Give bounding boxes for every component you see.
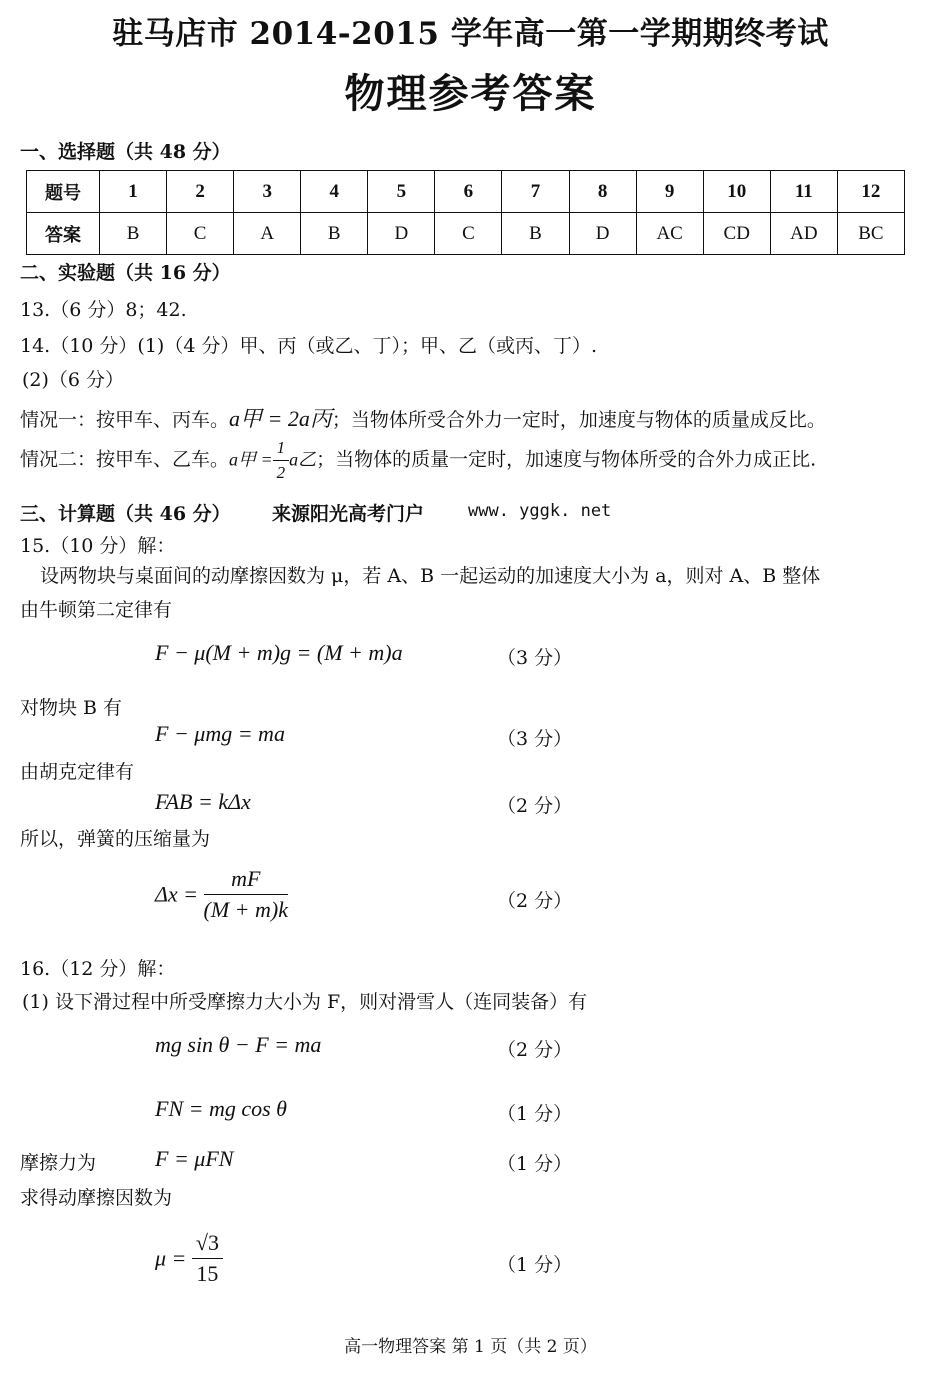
answer-cell: C: [167, 213, 234, 255]
question-number: 8: [569, 171, 636, 213]
source-label: 来源阳光高考门户: [272, 503, 425, 525]
section1-heading: 一、选择题（共 48 分）: [20, 141, 231, 163]
page-footer: 高一物理答案 第 1 页（共 2 页）: [344, 1337, 597, 1357]
row-label-number: 题号: [27, 171, 100, 213]
case2-prefix: 情况二：按甲车、乙车。: [20, 448, 230, 471]
answer-cell: BC: [837, 213, 904, 255]
exam-title: 驻马店市 2014-2015 学年高一第一学期期终考试: [112, 16, 829, 52]
answer-cell: B: [301, 213, 368, 255]
case1-prefix: 情况一：按甲车、丙车。: [20, 409, 230, 431]
score-eq4: （2 分）: [497, 890, 573, 912]
q13-answer: 13.（6 分）8；42.: [20, 299, 187, 321]
q14-part2: (2)（6 分）: [22, 369, 125, 391]
case2-lhs: a甲 =: [229, 449, 273, 470]
answer-cell: B: [502, 213, 569, 255]
answer-key-title: 物理参考答案: [344, 70, 597, 117]
question-number: 7: [502, 171, 569, 213]
q16-text-line1: (1) 设下滑过程中所受摩擦力大小为 F，则对滑雪人（连同装备）有: [22, 991, 588, 1013]
label-hooke: 由胡克定律有: [20, 761, 135, 783]
q16-heading: 16.（12 分）解：: [20, 958, 176, 980]
label-compression: 所以，弹簧的压缩量为: [20, 828, 211, 850]
score-eq5: （2 分）: [497, 1039, 573, 1061]
row-label-answer: 答案: [27, 213, 100, 255]
eq8-fraction: [192, 1230, 223, 1287]
question-number: 12: [837, 171, 904, 213]
question-number: 3: [234, 171, 301, 213]
eq8-numerator: √3: [192, 1230, 223, 1259]
case1-suffix: ；当物体所受合外力一定时，加速度与物体的质量成反比。: [331, 409, 826, 431]
equation-compression: [155, 866, 288, 923]
equation-friction: F = μFN: [155, 1146, 234, 1171]
answer-cell: AC: [636, 213, 703, 255]
case2-suffix: ；当物体的质量一定时，加速度与物体所受的合外力成正比.: [316, 448, 817, 471]
score-eq1: （3 分）: [497, 647, 573, 669]
equation-mu: [155, 1230, 223, 1287]
case1-formula: a甲 = 2a丙: [229, 406, 332, 431]
case2-numerator: 1: [273, 438, 290, 461]
answer-cell: A: [234, 213, 301, 255]
eq4-numerator: mF: [204, 866, 288, 895]
question-number: 1: [100, 171, 167, 213]
answer-cell: D: [569, 213, 636, 255]
eq8-denominator: 15: [196, 1261, 219, 1286]
q15-heading: 15.（10 分）解：: [20, 535, 176, 557]
answer-cell: C: [435, 213, 502, 255]
label-friction: 摩擦力为: [20, 1152, 97, 1174]
eq8-lhs: μ =: [155, 1245, 187, 1271]
q15-text-line1: 设两物块与桌面间的动摩擦因数为 μ，若 A、B 一起运动的加速度大小为 a，则对 A、B 整体: [40, 565, 821, 587]
eq4-denominator: (M + m)k: [203, 897, 289, 922]
score-eq7: （1 分）: [497, 1153, 573, 1175]
score-eq6: （1 分）: [497, 1103, 573, 1125]
case2-denominator: 2: [276, 463, 286, 482]
question-number: 10: [703, 171, 770, 213]
q14-answer: 14.（10 分）(1)（4 分）甲、丙（或乙、丁）；甲、乙（或丙、丁）.: [20, 335, 598, 357]
eq4-fraction: [204, 866, 288, 923]
score-eq2: （3 分）: [497, 728, 573, 750]
label-mu: 求得动摩擦因数为: [20, 1187, 173, 1209]
answer-cell: CD: [703, 213, 770, 255]
answer-cell: D: [368, 213, 435, 255]
eq4-lhs: Δx =: [155, 881, 199, 907]
answer-cell: B: [100, 213, 167, 255]
equation-incline: mg sin θ − F = ma: [155, 1032, 322, 1057]
answer-table: [26, 170, 905, 255]
equation-newton-whole: F − μ(M + m)g = (M + m)a: [155, 640, 403, 665]
question-number: 4: [301, 171, 368, 213]
equation-hooke: FAB = kΔx: [155, 789, 251, 814]
equation-normal-force: FN = mg cos θ: [155, 1096, 287, 1121]
label-block-b: 对物块 B 有: [20, 697, 123, 719]
case1-line: [20, 402, 826, 433]
score-eq3: （2 分）: [497, 795, 573, 817]
section3-heading: 三、计算题（共 46 分）: [20, 503, 231, 525]
table-row-numbers: [27, 171, 905, 213]
score-eq8: （1 分）: [497, 1254, 573, 1276]
section2-heading: 二、实验题（共 16 分）: [20, 262, 231, 284]
q15-text-line2: 由牛顿第二定律有: [20, 599, 173, 621]
question-number: 2: [167, 171, 234, 213]
answer-cell: AD: [770, 213, 837, 255]
source-url: www. yggk. net: [468, 501, 612, 521]
question-number: 5: [368, 171, 435, 213]
case2-fraction: [273, 438, 290, 483]
table-row-answers: [27, 213, 905, 255]
question-number: 11: [770, 171, 837, 213]
question-number: 9: [636, 171, 703, 213]
case2-rhs: a乙: [289, 449, 317, 470]
case2-line: [20, 438, 816, 483]
question-number: 6: [435, 171, 502, 213]
equation-block-b: F − μmg = ma: [155, 721, 285, 746]
